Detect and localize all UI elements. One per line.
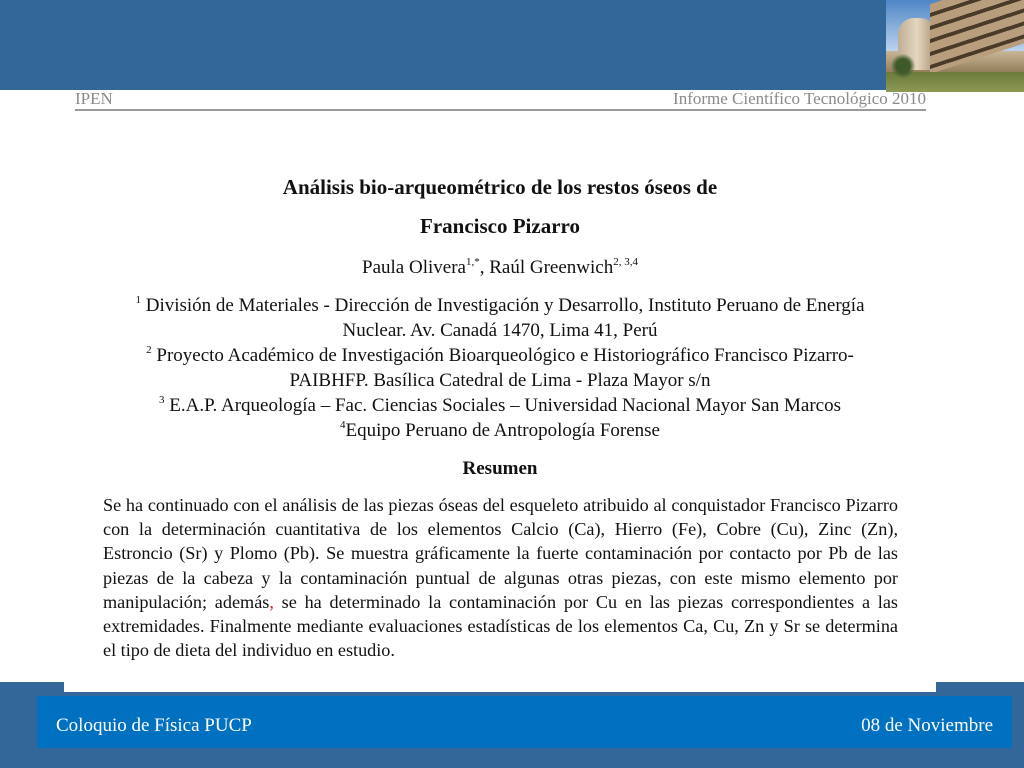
affiliation-sup: 1	[135, 294, 141, 306]
affiliation-sup: 4	[339, 419, 346, 431]
affiliation-text: Equipo Peruano de Antropología Forense	[345, 420, 660, 441]
affiliation-text: E.A.P. Arqueología – Fac. Ciencias Sociales – Universidad Nacional Mayor San Marcos	[169, 395, 841, 416]
paper-title-line2: Francisco Pizarro	[420, 214, 580, 238]
document-header	[75, 89, 926, 111]
photo-building	[930, 0, 1024, 74]
paper-title-line1: Análisis bio-arqueométrico de los restos óseos de	[282, 175, 718, 199]
photo-tree	[890, 54, 916, 78]
affiliation-text: Nuclear. Av. Canadá 1470, Lima 41, Perú	[342, 320, 658, 341]
header-org: IPEN	[75, 89, 113, 108]
author-sup: 2, 3,4	[613, 256, 638, 268]
top-banner	[0, 0, 1024, 90]
affiliation-4	[70, 418, 930, 443]
author-name: Paula Olivera	[362, 257, 466, 278]
affiliation-text: División de Materiales - Dirección de Investigación y Desarrollo, Instituto Peruano de Energía	[145, 295, 865, 316]
affiliation-1	[70, 293, 930, 343]
affiliation-text: PAIBHFP. Basílica Catedral de Lima - Plaza Mayor s/n	[289, 370, 711, 391]
footer-date: 08 de Noviembre	[861, 715, 993, 736]
document-page-edge	[64, 682, 936, 692]
authors-line	[0, 257, 1000, 279]
author-name: Raúl Greenwich	[489, 257, 614, 278]
abstract-text: se ha determinado la contaminación por Cu en las piezas correspondientes a las extremidades. Finalmente mediante evaluaciones estadísticas de los elementos Ca, Cu, Zn y Sr se determina el tipo de dieta del individuo en estudio.	[103, 591, 898, 661]
affiliation-sup: 2	[146, 344, 152, 356]
footer-bar	[37, 696, 1012, 748]
author-separator: ,	[479, 257, 490, 278]
affiliation-3	[70, 393, 930, 418]
affiliation-sup: 3	[159, 394, 165, 406]
abstract-body	[103, 493, 898, 662]
author-sup: 1,*	[465, 256, 480, 268]
affiliation-2	[70, 343, 930, 393]
building-photo	[886, 0, 1024, 92]
abstract-heading: Resumen	[462, 458, 538, 479]
abstract-text: Se ha continuado con el análisis de las piezas óseas del esqueleto atribuido al conquistador Francisco Pizarro con la determinación cuantitativa de los elementos Calcio (Ca), Hierro (Fe), Cobre (Cu), Zinc (Zn), Estroncio (Sr) y Plomo (Pb). Se muestra gráficamente la fuerte contaminación por contacto por Pb de las piezas de la cabeza y la contaminación puntual de algunas otras piezas, con este mismo elemento por manipulación; además	[103, 495, 898, 612]
abstract-red-comma: ,	[269, 591, 274, 612]
header-report-title: Informe Científico Tecnológico 2010	[673, 89, 926, 108]
affiliation-text: Proyecto Académico de Investigación Bioarqueológico e Historiográfico Francisco Pizarro-	[156, 345, 854, 366]
footer-event: Coloquio de Física PUCP	[56, 715, 252, 736]
